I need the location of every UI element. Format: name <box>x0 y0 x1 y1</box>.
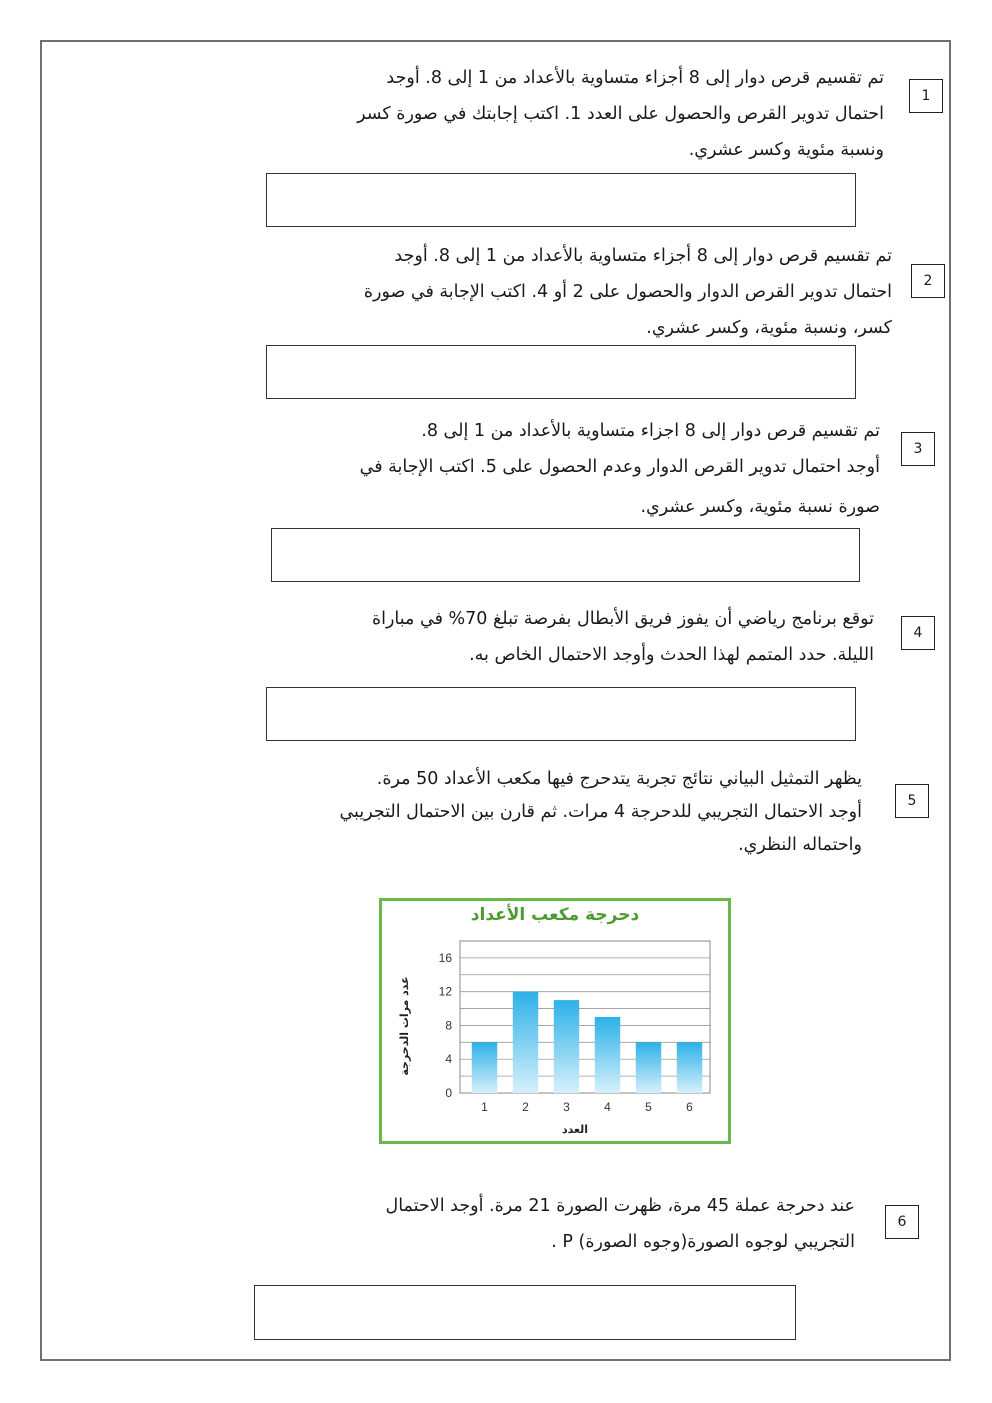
question-1-line-3: ونسبة مئوية وكسر عشري. <box>688 140 884 160</box>
question-1-line-2: احتمال تدوير القرص والحصول على العدد 1. اكتب إجابتك في صورة كسر <box>357 104 884 124</box>
question-2-line-2: احتمال تدوير القرص الدوار والحصول على 2 أو 4. اكتب الإجابة في صورة <box>363 282 892 302</box>
chart-x-tick-label: 4 <box>604 1100 611 1114</box>
chart-y-tick-label: 16 <box>438 950 452 965</box>
answer-box-1[interactable] <box>266 173 856 227</box>
answer-box-4[interactable] <box>266 687 856 741</box>
question-1-text <box>200 60 884 168</box>
question-number-1: 1 <box>909 79 943 113</box>
question-5-line-2: أوجد الاحتمال التجريبي للدحرجة 4 مرات. ثم قارن بين الاحتمال التجريبي <box>339 802 862 822</box>
chart-y-tick-label: 12 <box>438 984 452 999</box>
question-5-line-3: واحتماله النظري. <box>738 835 862 855</box>
question-1-line-1: تم تقسيم قرص دوار إلى 8 أجزاء متساوية بالأعداد من 1 إلى 8. أوجد <box>386 68 884 88</box>
question-4-line-2: الليلة. حدد المتمم لهذا الحدث وأوجد الاحتمال الخاص به. <box>469 645 874 665</box>
question-2-line-1: تم تقسيم قرص دوار إلى 8 أجزاء متساوية بالأعداد من 1 إلى 8. أوجد <box>394 246 892 266</box>
chart-bar-1 <box>472 1042 497 1093</box>
question-number-4: 4 <box>901 616 935 650</box>
question-4-line-1: توقع برنامج رياضي أن يفوز فريق الأبطال بفرصة تبلغ 70% في مباراة <box>371 609 874 629</box>
question-6-text <box>200 1188 855 1260</box>
question-number-6: 6 <box>885 1205 919 1239</box>
chart-bar-2 <box>513 992 538 1093</box>
question-5-text <box>200 763 862 862</box>
chart-bar-5 <box>636 1042 661 1093</box>
chart-bar-4 <box>595 1017 620 1093</box>
chart-bar-6 <box>677 1042 702 1093</box>
question-5-line-1: يظهر التمثيل البياني نتائج تجربة يتدحرج فيها مكعب الأعداد 50 مرة. <box>376 769 862 789</box>
chart-x-tick-label: 3 <box>563 1100 570 1114</box>
chart-bar-3 <box>554 1000 579 1093</box>
chart-y-tick-label: 0 <box>445 1086 452 1100</box>
question-3-line-1: تم تقسيم قرص دوار إلى 8 اجزاء متساوية بالأعداد من 1 إلى 8. <box>421 421 880 441</box>
chart-x-tick-label: 1 <box>481 1100 488 1114</box>
chart-x-tick-label: 5 <box>645 1100 652 1114</box>
answer-box-3[interactable] <box>271 528 860 582</box>
chart-plot-frame <box>460 941 710 1093</box>
question-number-5: 5 <box>895 784 929 818</box>
answer-box-6[interactable] <box>254 1285 796 1340</box>
question-3-line-2: أوجد احتمال تدوير القرص الدوار وعدم الحصول على 5. اكتب الإجابة في <box>359 457 880 477</box>
chart-y-tick-label: 4 <box>445 1052 452 1067</box>
chart-x-axis-label: العدد <box>561 1123 589 1136</box>
question-4-text <box>200 601 874 673</box>
question-number-3: 3 <box>901 432 935 466</box>
dice-roll-chart <box>379 898 731 1144</box>
question-6-line-1: عند دحرجة عملة 45 مرة، ظهرت الصورة 21 مرة. أوجد الاحتمال <box>385 1196 855 1216</box>
question-6-line-2: التجريبي لوجوه الصورة(وجوه الصورة) P . <box>551 1232 855 1252</box>
answer-box-2[interactable] <box>266 345 856 399</box>
question-2-line-3: كسر، ونسبة مئوية، وكسر عشري. <box>646 318 892 338</box>
question-3-text <box>196 413 880 525</box>
chart-x-tick-label: 6 <box>686 1100 693 1114</box>
chart-y-tick-label: 8 <box>445 1018 452 1033</box>
chart-x-tick-label: 2 <box>522 1100 529 1114</box>
chart-y-axis-label: عدد مرات الدحرجة <box>398 976 411 1076</box>
question-2-text <box>200 238 892 346</box>
chart-plot <box>382 901 728 1141</box>
question-number-2: 2 <box>911 264 945 298</box>
question-3-line-3: صورة نسبة مئوية، وكسر عشري. <box>640 497 880 517</box>
chart-title: دحرجة مكعب الأعداد <box>470 905 640 925</box>
